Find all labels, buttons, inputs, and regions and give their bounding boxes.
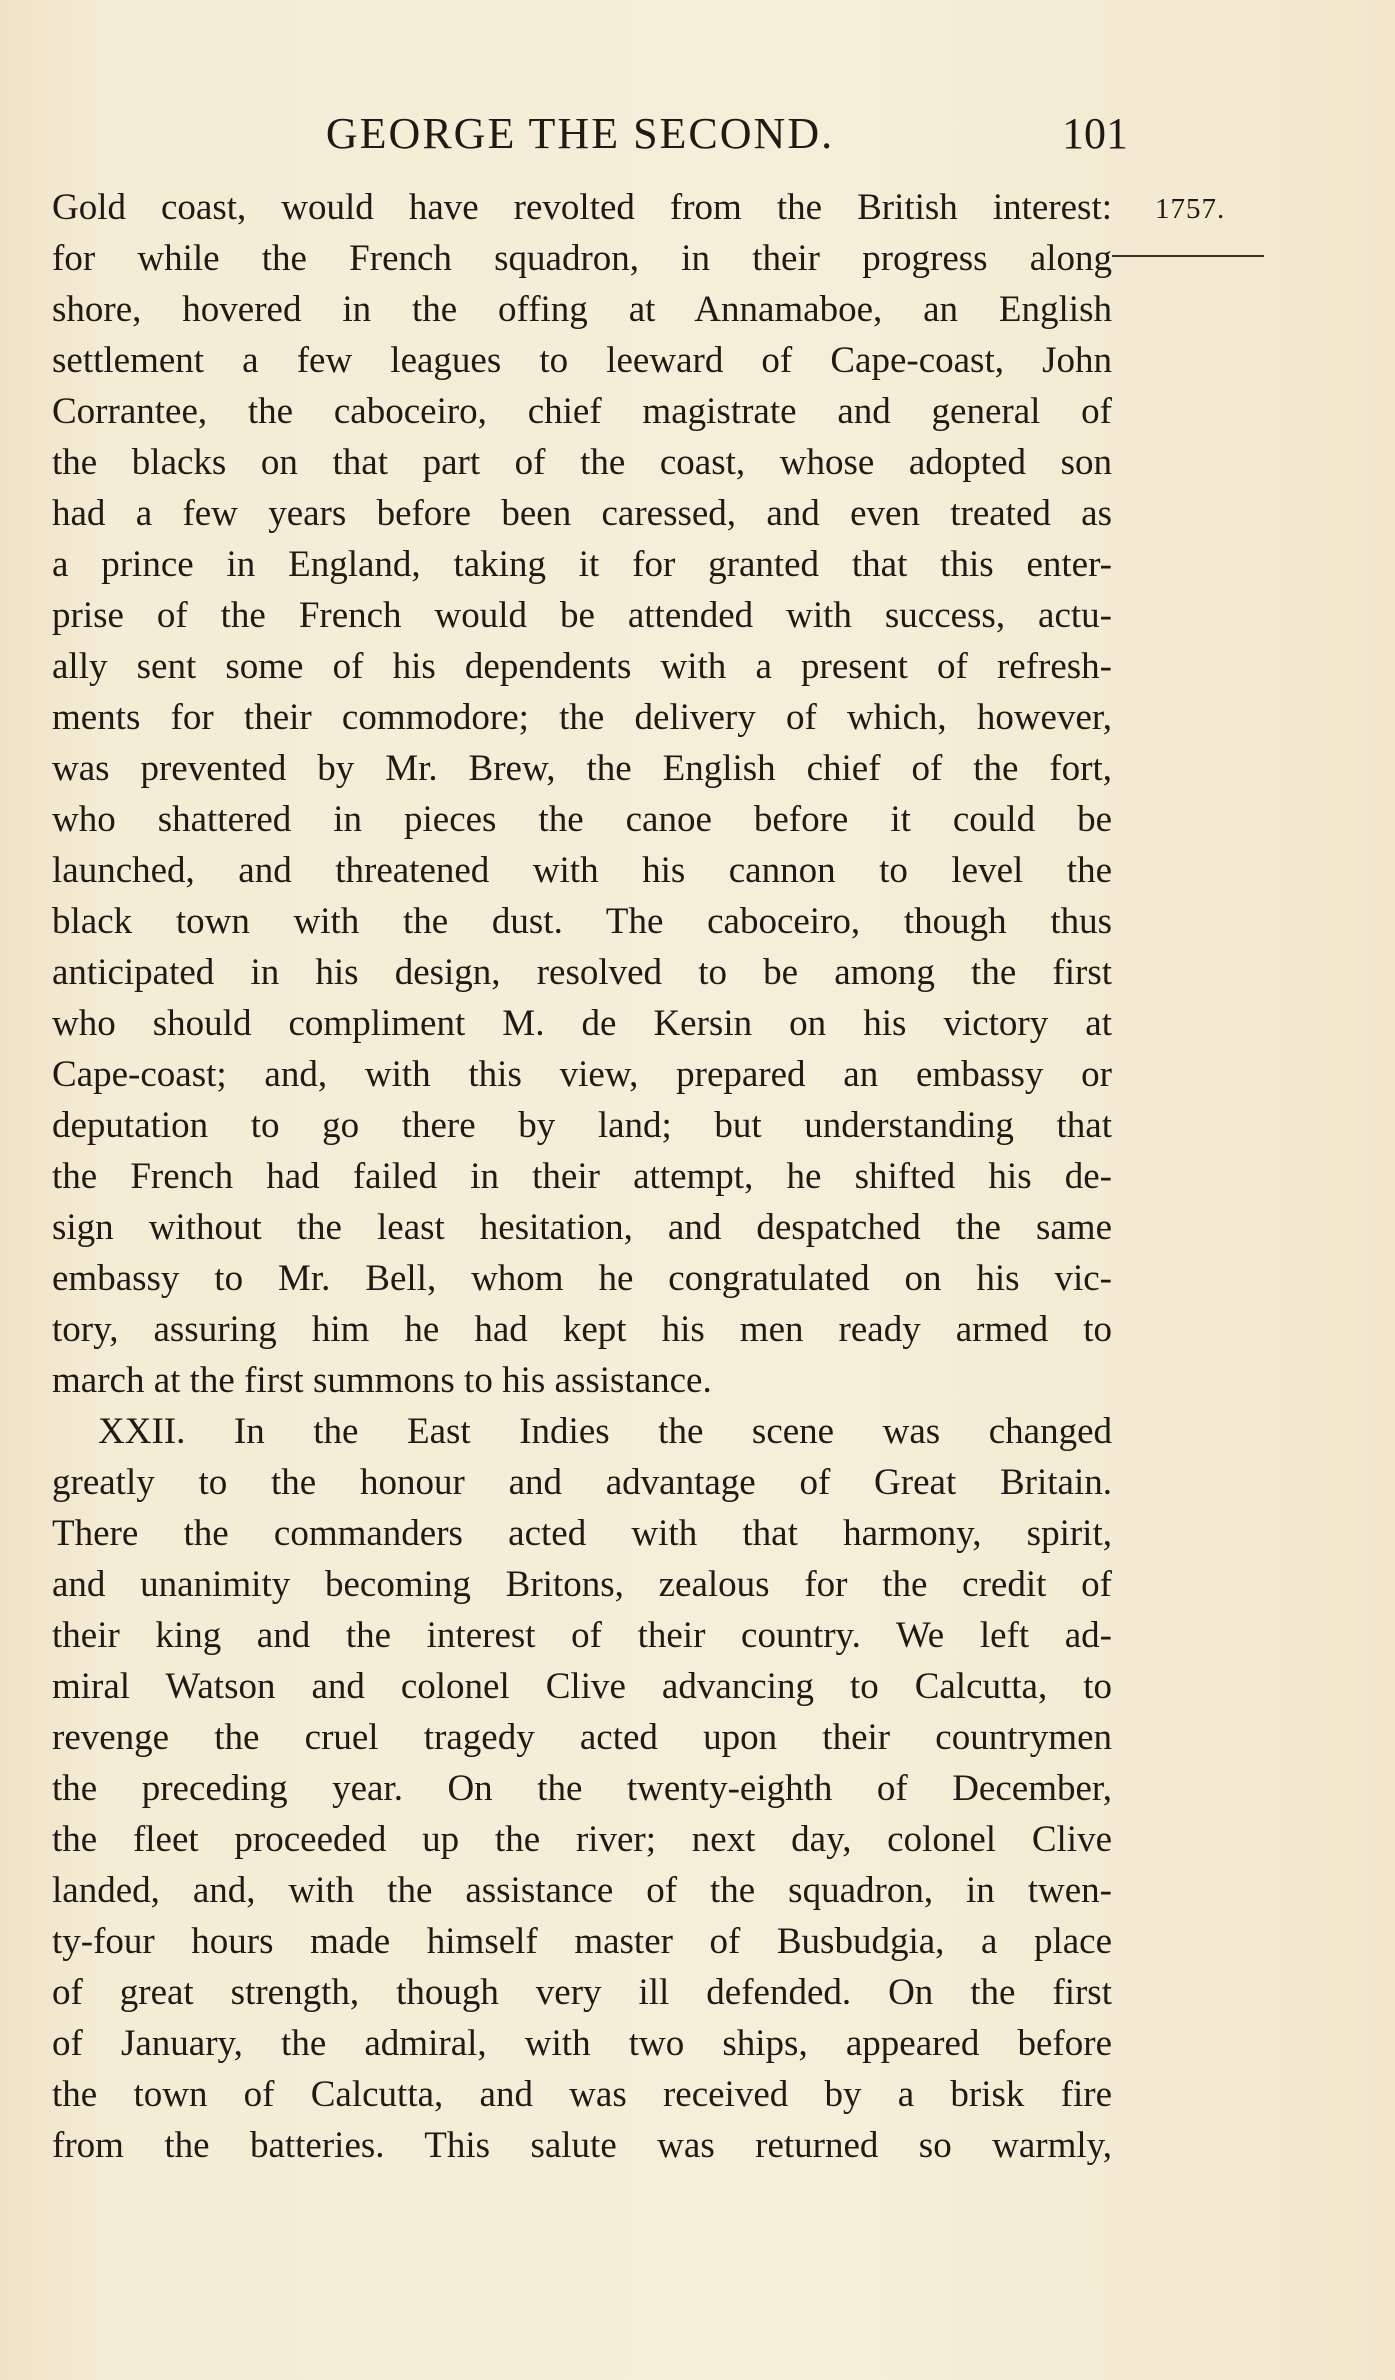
text-line: landed, and, with the assistance of the squadron, in twen- — [52, 1870, 1112, 1911]
text-line: of January, the admiral, with two ships, appeared before — [52, 2023, 1112, 2064]
text-line: the French had failed in their attempt, he shifted his de- — [52, 1156, 1112, 1197]
marginal-rule — [1112, 255, 1264, 257]
text-line: who shattered in pieces the canoe before it could be — [52, 799, 1112, 840]
text-line: launched, and threatened with his cannon to level the — [52, 850, 1112, 891]
running-head-title: GEORGE THE SECOND. — [325, 109, 835, 158]
text-line: for while the French squadron, in their progress along — [52, 238, 1112, 279]
text-line: and unanimity becoming Britons, zealous for the credit of — [52, 1564, 1112, 1605]
text-line: the fleet proceeded up the river; next day, colonel Clive — [52, 1819, 1112, 1860]
page-number: 101 — [1062, 109, 1128, 158]
text-line: anticipated in his design, resolved to be among the first — [52, 952, 1112, 993]
text-line: ty-four hours made himself master of Busbudgia, a place — [52, 1921, 1112, 1962]
text-line: of great strength, though very ill defended. On the first — [52, 1972, 1112, 2013]
text-line: prise of the French would be attended with success, actu- — [52, 595, 1112, 636]
text-line: black town with the dust. The caboceiro, though thus — [52, 901, 1112, 942]
text-line: Gold coast, would have revolted from the British interest: — [52, 187, 1112, 228]
text-line: was prevented by Mr. Brew, the English chief of the fort, — [52, 748, 1112, 789]
text-line: the blacks on that part of the coast, whose adopted son — [52, 442, 1112, 483]
text-line: ally sent some of his dependents with a present of refresh- — [52, 646, 1112, 687]
body-text — [52, 182, 1112, 2171]
text-line: Cape-coast; and, with this view, prepared an embassy or — [52, 1054, 1112, 1095]
text-line: who should compliment M. de Kersin on his victory at — [52, 1003, 1112, 1044]
text-line: from the batteries. This salute was returned so warmly, — [52, 2125, 1112, 2166]
text-line: their king and the interest of their country. We left ad- — [52, 1615, 1112, 1656]
text-line: the preceding year. On the twenty-eighth of December, — [52, 1768, 1112, 1809]
text-line: a prince in England, taking it for granted that this enter- — [52, 544, 1112, 585]
text-line: revenge the cruel tragedy acted upon their countrymen — [52, 1717, 1112, 1758]
text-line: deputation to go there by land; but understanding that — [52, 1105, 1112, 1146]
marginal-year-note: 1757. — [1155, 193, 1226, 225]
text-line: ments for their commodore; the delivery of which, however, — [52, 697, 1112, 738]
text-line: Corrantee, the caboceiro, chief magistrate and general of — [52, 391, 1112, 432]
text-line: miral Watson and colonel Clive advancing to Calcutta, to — [52, 1666, 1112, 1707]
text-line: the town of Calcutta, and was received by a brisk fire — [52, 2074, 1112, 2115]
text-line: had a few years before been caressed, and even treated as — [52, 493, 1112, 534]
text-line: shore, hovered in the offing at Annamaboe, an English — [52, 289, 1112, 330]
paragraph-end-line: march at the first summons to his assistance. — [52, 1360, 712, 1401]
section-start-line: XXII. In the East Indies the scene was changed — [98, 1411, 1112, 1452]
text-line: greatly to the honour and advantage of Great Britain. — [52, 1462, 1112, 1503]
text-line: There the commanders acted with that harmony, spirit, — [52, 1513, 1112, 1554]
text-line: tory, assuring him he had kept his men ready armed to — [52, 1309, 1112, 1350]
text-line: sign without the least hesitation, and despatched the same — [52, 1207, 1112, 1248]
text-line: settlement a few leagues to leeward of Cape-coast, John — [52, 340, 1112, 381]
text-line: embassy to Mr. Bell, whom he congratulated on his vic- — [52, 1258, 1112, 1299]
